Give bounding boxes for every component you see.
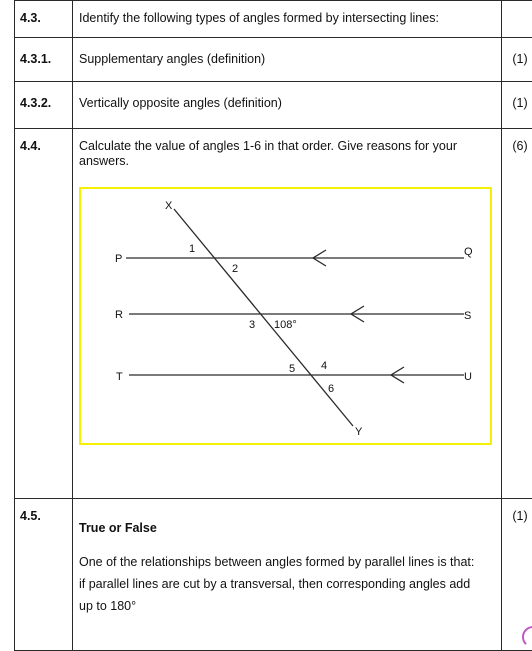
label-r: R: [115, 309, 123, 321]
marks-cell: [502, 1, 532, 38]
question-text: Vertically opposite angles (definition): [73, 82, 502, 129]
parallel-lines-diagram: [79, 187, 492, 445]
question-row-4-3-2: [15, 82, 532, 129]
true-false-statement: One of the relationships between angles formed by parallel lines is that: if parallel lines are cut by a transversal, then corresponding angles add up to 180°: [79, 551, 479, 617]
transversal-xy: [174, 209, 353, 426]
label-u: U: [464, 371, 472, 383]
angle-label-1: 1: [189, 243, 195, 255]
question-text: [73, 499, 502, 651]
question-number: 4.5.: [15, 499, 73, 651]
question-number: 4.3.2.: [15, 82, 73, 129]
marks-cell: (1): [502, 38, 532, 82]
question-number: 4.3.: [15, 1, 73, 38]
label-p: P: [115, 253, 122, 265]
angle-label-2: 2: [232, 263, 238, 275]
marks-cell: (1): [502, 499, 532, 651]
label-x: X: [165, 200, 173, 212]
given-angle-label: 108°: [274, 319, 297, 331]
angle-label-6: 6: [328, 383, 334, 395]
question-text: Calculate the value of angles 1-6 in that order. Give reasons for your answers. P Q R S T U X Y 1 2 3 108° 5 4 6: [73, 129, 502, 499]
question-text: Supplementary angles (definition): [73, 38, 502, 82]
question-row-4-3-1: [15, 38, 532, 82]
question-number: 4.3.1.: [15, 38, 73, 82]
annotation-mark: [522, 626, 532, 648]
marks-cell: (6): [502, 129, 532, 499]
question-row-4-5: [15, 499, 532, 651]
label-t: T: [116, 371, 123, 383]
question-row-4-4: [15, 129, 532, 499]
angle-label-5: 5: [289, 363, 295, 375]
question-text: Identify the following types of angles formed by intersecting lines:: [73, 1, 502, 38]
label-s: S: [464, 310, 471, 322]
angle-label-3: 3: [249, 319, 255, 331]
true-false-heading: True or False: [79, 521, 501, 535]
question-row-4-3: [15, 1, 532, 38]
diagram-svg: [81, 189, 490, 443]
question-number: 4.4.: [15, 129, 73, 499]
label-y: Y: [355, 426, 363, 438]
label-q: Q: [464, 246, 473, 258]
marks-cell: (1): [502, 82, 532, 129]
question-table: [14, 0, 532, 651]
angle-label-4: 4: [321, 360, 327, 372]
